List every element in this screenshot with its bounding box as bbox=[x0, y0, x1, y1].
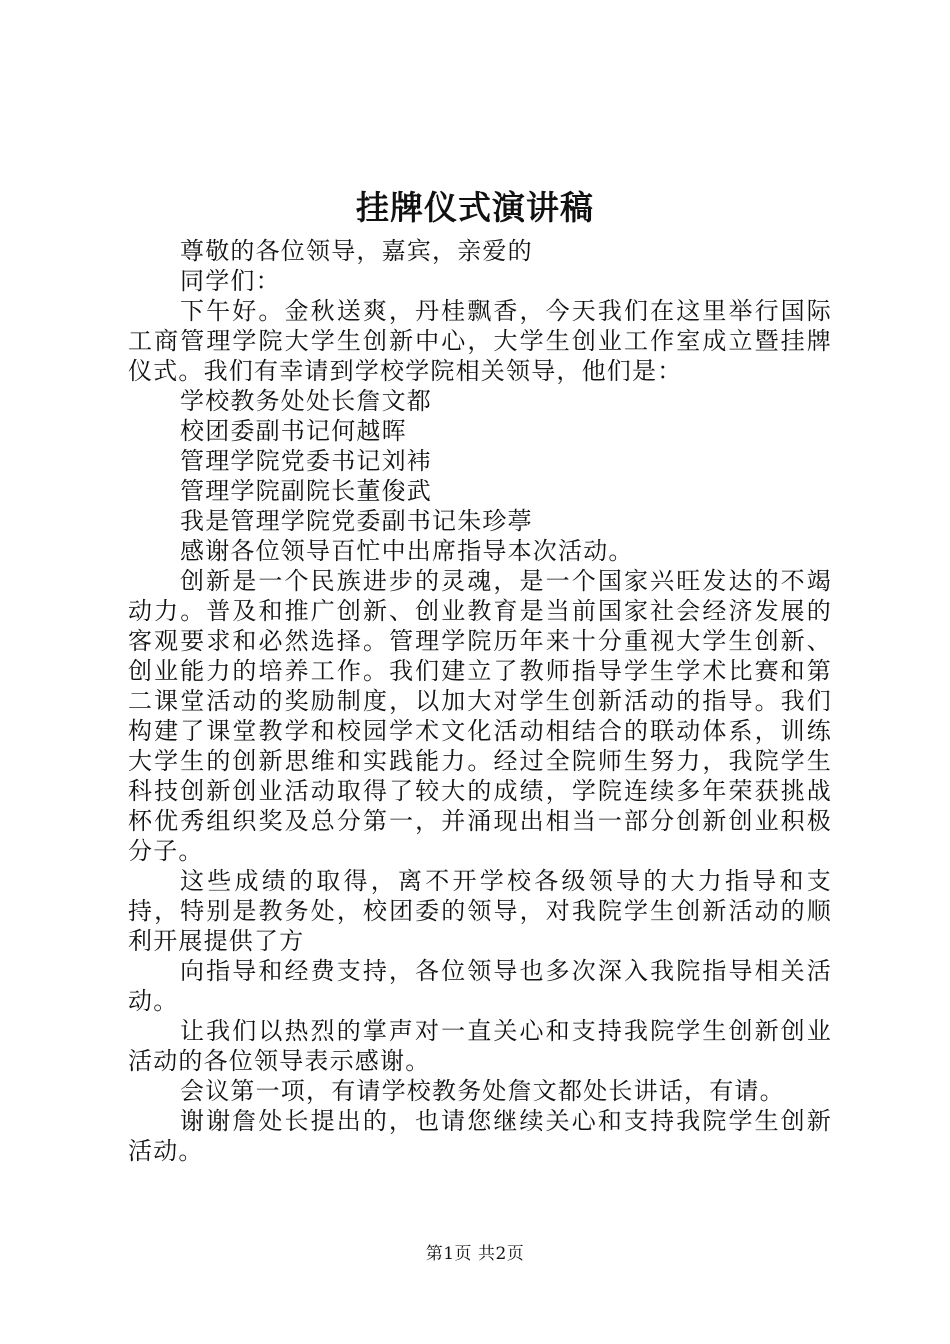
paragraph: 校团委副书记何越晖 bbox=[180, 417, 407, 445]
paragraph: 创新是一个民族进步的灵魂，是一个国家兴旺发达的不竭动力。普及和推广创新、创业教育是当前国家社会经济发展的客观要求和必然选择。管理学院历年来十分重视大学生创新、创业能力的培养工作。我们建立了教师指导学生学术比赛和第二课堂活动的奖励制度，以加大对学生创新活动的指导。我们构建了课堂教学和校园学术文化活动相结合的联动体系，训练大学生的创新思维和实践能力。经过全院师生努力，我院学生科技创新创业活动取得了较大的成绩，学院连续多年荣获挑战杯优秀组织奖及总分第一，并涌现出相当一部分创新创业积极分子。 bbox=[128, 567, 832, 865]
paragraph: 谢谢詹处长提出的，也请您继续关心和支持我院学生创新活动。 bbox=[128, 1107, 832, 1165]
page-footer: 第1页 共2页 bbox=[425, 1244, 525, 1264]
paragraph: 同学们： bbox=[180, 267, 281, 295]
paragraph: 管理学院副院长董俊武 bbox=[180, 477, 432, 505]
paragraph: 让我们以热烈的掌声对一直关心和支持我院学生创新创业活动的各位领导表示感谢。 bbox=[128, 1017, 832, 1075]
paragraph: 这些成绩的取得，离不开学校各级领导的大力指导和支持，特别是教务处，校团委的领导，对我院学生创新活动的顺利开展提供了方 bbox=[128, 867, 832, 955]
paragraph: 会议第一项，有请学校教务处詹文都处长讲话，有请。 bbox=[180, 1077, 785, 1105]
paragraph: 感谢各位领导百忙中出席指导本次活动。 bbox=[180, 537, 634, 565]
paragraph: 学校教务处处长詹文都 bbox=[180, 387, 432, 415]
paragraph: 我是管理学院党委副书记朱珍葶 bbox=[180, 507, 533, 535]
paragraph: 向指导和经费支持，各位领导也多次深入我院指导相关活动。 bbox=[128, 957, 832, 1015]
paragraph: 管理学院党委书记刘袆 bbox=[180, 447, 432, 475]
paragraph: 尊敬的各位领导，嘉宾，亲爱的 bbox=[180, 237, 533, 265]
document-title: 挂牌仪式演讲稿 bbox=[356, 188, 594, 227]
paragraph: 下午好。金秋送爽，丹桂飘香，今天我们在这里举行国际工商管理学院大学生创新中心，大学生创业工作室成立暨挂牌仪式。我们有幸请到学校学院相关领导，他们是： bbox=[128, 297, 832, 385]
document-body bbox=[128, 236, 832, 1166]
